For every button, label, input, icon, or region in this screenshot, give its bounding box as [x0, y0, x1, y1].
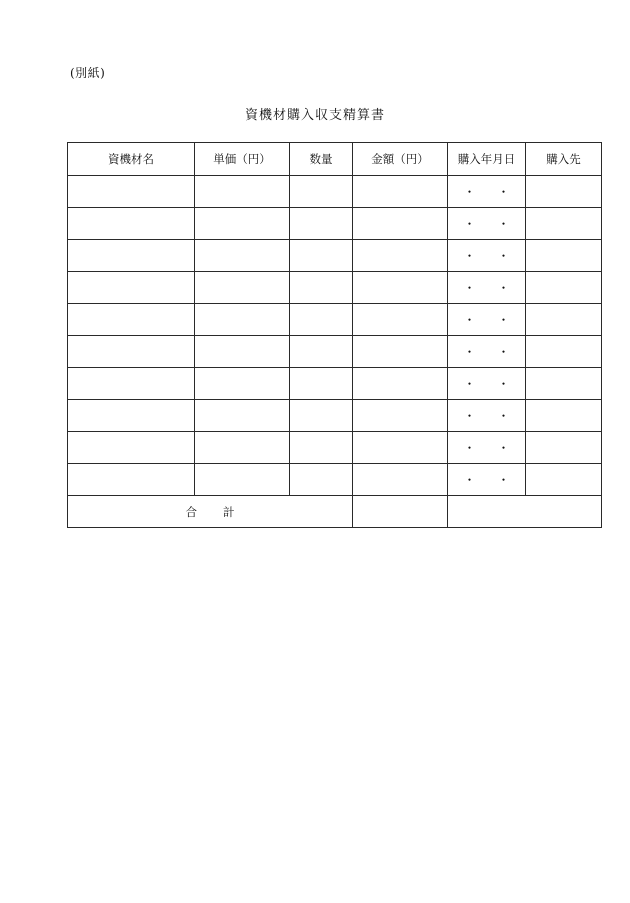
date-separators — [463, 473, 509, 487]
purchase-date-cell[interactable] — [448, 432, 526, 464]
table-header-row — [68, 143, 602, 176]
purchase-date-cell[interactable] — [448, 368, 526, 400]
material-name-cell[interactable] — [68, 304, 195, 336]
amount-cell[interactable] — [353, 272, 448, 304]
date-separator: ・ — [463, 345, 476, 359]
quantity-cell[interactable] — [290, 336, 353, 368]
date-separators — [463, 441, 509, 455]
header-amount: 金額（円） — [353, 143, 448, 176]
date-separators — [463, 409, 509, 423]
unit-price-cell[interactable] — [195, 464, 290, 496]
material-name-cell[interactable] — [68, 240, 195, 272]
purchase-date-cell[interactable] — [448, 176, 526, 208]
header-quantity: 数量 — [290, 143, 353, 176]
supplier-cell[interactable] — [526, 368, 602, 400]
amount-cell[interactable] — [353, 432, 448, 464]
total-label-char-2: 計 — [223, 504, 235, 519]
amount-cell[interactable] — [353, 464, 448, 496]
settlement-table — [67, 142, 602, 528]
unit-price-cell[interactable] — [195, 240, 290, 272]
quantity-cell[interactable] — [290, 464, 353, 496]
amount-cell[interactable] — [353, 336, 448, 368]
quantity-cell[interactable] — [290, 432, 353, 464]
date-separators — [463, 313, 509, 327]
document-title: 資機材購入収支精算書 — [244, 108, 385, 123]
table-row — [68, 272, 602, 304]
date-separator: ・ — [497, 217, 510, 231]
purchase-date-cell[interactable] — [448, 336, 526, 368]
purchase-date-cell[interactable] — [448, 208, 526, 240]
unit-price-cell[interactable] — [195, 432, 290, 464]
table-row — [68, 336, 602, 368]
date-separator: ・ — [463, 473, 476, 487]
date-separator: ・ — [497, 185, 510, 199]
supplier-cell[interactable] — [526, 432, 602, 464]
table-row — [68, 176, 602, 208]
material-name-cell[interactable] — [68, 272, 195, 304]
date-separator: ・ — [463, 249, 476, 263]
amount-cell[interactable] — [353, 304, 448, 336]
quantity-cell[interactable] — [290, 304, 353, 336]
date-separator: ・ — [463, 377, 476, 391]
total-label — [186, 505, 235, 519]
date-separator: ・ — [497, 377, 510, 391]
amount-cell[interactable] — [353, 176, 448, 208]
unit-price-cell[interactable] — [195, 336, 290, 368]
quantity-cell[interactable] — [290, 240, 353, 272]
supplier-cell[interactable] — [526, 400, 602, 432]
unit-price-cell[interactable] — [195, 368, 290, 400]
total-row — [68, 496, 602, 528]
total-label-char-1: 合 — [185, 504, 197, 519]
header-unit-price: 単価（円） — [195, 143, 290, 176]
material-name-cell[interactable] — [68, 336, 195, 368]
header-supplier: 購入先 — [526, 143, 602, 176]
date-separators — [463, 249, 509, 263]
material-name-cell[interactable] — [68, 208, 195, 240]
supplier-cell[interactable] — [526, 272, 602, 304]
quantity-cell[interactable] — [290, 208, 353, 240]
date-separators — [463, 185, 509, 199]
purchase-date-cell[interactable] — [448, 400, 526, 432]
amount-cell[interactable] — [353, 240, 448, 272]
table-row — [68, 208, 602, 240]
date-separators — [463, 377, 509, 391]
amount-cell[interactable] — [353, 208, 448, 240]
quantity-cell[interactable] — [290, 400, 353, 432]
date-separator: ・ — [463, 313, 476, 327]
date-separator: ・ — [463, 185, 476, 199]
table-row — [68, 432, 602, 464]
date-separator: ・ — [497, 441, 510, 455]
supplier-cell[interactable] — [526, 464, 602, 496]
annex-label: (別紙) — [70, 66, 106, 80]
supplier-cell[interactable] — [526, 176, 602, 208]
date-separators — [463, 345, 509, 359]
date-separators — [463, 217, 509, 231]
date-separator: ・ — [497, 345, 510, 359]
material-name-cell[interactable] — [68, 400, 195, 432]
material-name-cell[interactable] — [68, 176, 195, 208]
date-separator: ・ — [497, 473, 510, 487]
date-separator: ・ — [463, 281, 476, 295]
material-name-cell[interactable] — [68, 464, 195, 496]
material-name-cell[interactable] — [68, 432, 195, 464]
unit-price-cell[interactable] — [195, 176, 290, 208]
date-separator: ・ — [497, 281, 510, 295]
unit-price-cell[interactable] — [195, 304, 290, 336]
table-row — [68, 240, 602, 272]
unit-price-cell[interactable] — [195, 208, 290, 240]
total-remarks-cell[interactable] — [448, 496, 602, 528]
amount-cell[interactable] — [353, 400, 448, 432]
purchase-date-cell[interactable] — [448, 464, 526, 496]
header-purchase-date: 購入年月日 — [448, 143, 526, 176]
material-name-cell[interactable] — [68, 368, 195, 400]
date-separator: ・ — [497, 409, 510, 423]
date-separators — [463, 281, 509, 295]
unit-price-cell[interactable] — [195, 272, 290, 304]
total-label-cell — [68, 496, 353, 528]
purchase-date-cell[interactable] — [448, 304, 526, 336]
table-row — [68, 400, 602, 432]
supplier-cell[interactable] — [526, 208, 602, 240]
purchase-date-cell[interactable] — [448, 272, 526, 304]
total-amount-cell[interactable] — [353, 496, 448, 528]
table-row — [68, 368, 602, 400]
date-separator: ・ — [463, 441, 476, 455]
date-separator: ・ — [497, 249, 510, 263]
purchase-date-cell[interactable] — [448, 240, 526, 272]
amount-cell[interactable] — [353, 368, 448, 400]
date-separator: ・ — [463, 409, 476, 423]
quantity-cell[interactable] — [290, 176, 353, 208]
supplier-cell[interactable] — [526, 304, 602, 336]
table-row — [68, 464, 602, 496]
table-row — [68, 304, 602, 336]
supplier-cell[interactable] — [526, 336, 602, 368]
unit-price-cell[interactable] — [195, 400, 290, 432]
quantity-cell[interactable] — [290, 272, 353, 304]
quantity-cell[interactable] — [290, 368, 353, 400]
date-separator: ・ — [497, 313, 510, 327]
date-separator: ・ — [463, 217, 476, 231]
header-material-name: 資機材名 — [68, 143, 195, 176]
supplier-cell[interactable] — [526, 240, 602, 272]
